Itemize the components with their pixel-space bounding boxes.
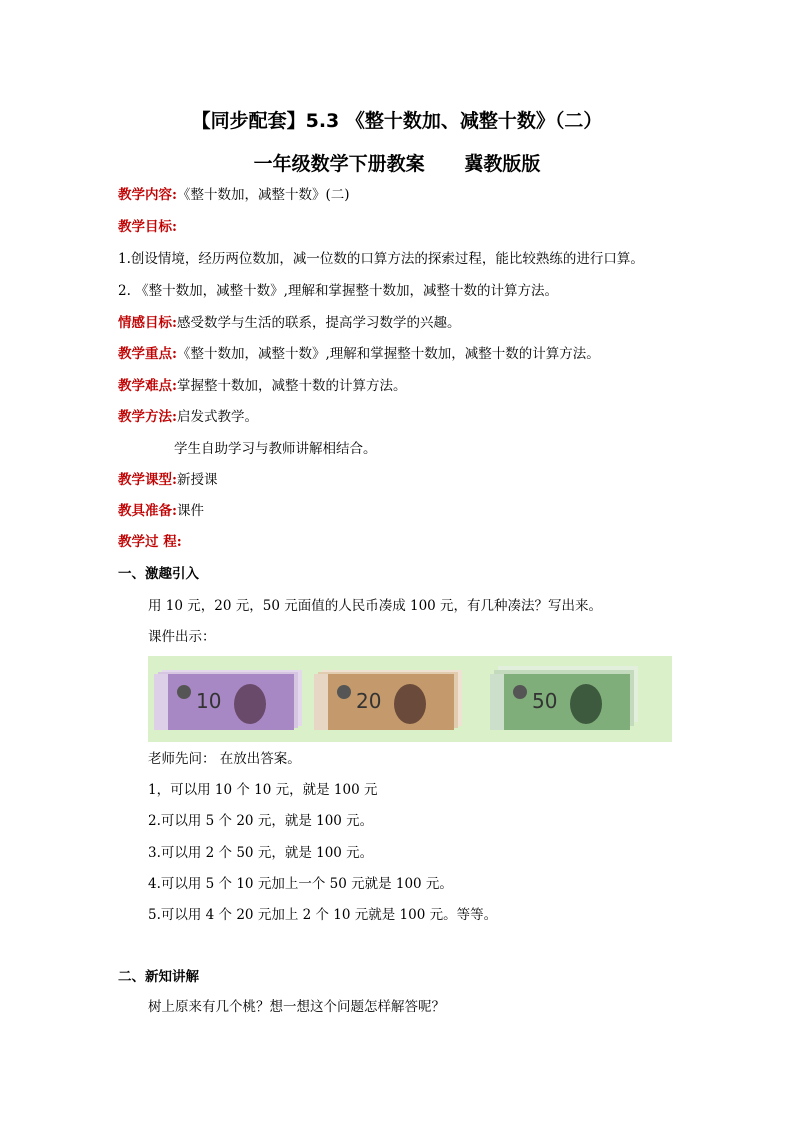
method-value: 启发式教学。 bbox=[176, 409, 258, 425]
section1-heading: 一、激趣引入 bbox=[118, 566, 199, 582]
goals-row bbox=[118, 218, 177, 236]
banknotes-image bbox=[148, 656, 672, 742]
tools-row bbox=[118, 502, 204, 520]
section1-question: 用 10 元，20 元，50 元面值的人民币凑成 100 元，有几种凑法？写出来。 bbox=[148, 598, 603, 614]
content-label: 教学内容: bbox=[118, 187, 177, 203]
document-subtitle: 一年级数学下册教案 冀教版版 bbox=[253, 153, 541, 175]
note-body bbox=[490, 674, 630, 730]
tools-label: 教具准备: bbox=[118, 503, 177, 519]
note-body bbox=[314, 674, 454, 730]
difficulty-label: 教学难点: bbox=[118, 378, 177, 394]
section2-heading: 二、新知讲解 bbox=[118, 969, 199, 985]
method-row bbox=[118, 408, 258, 426]
key-point-row bbox=[118, 345, 600, 363]
lesson-type-row bbox=[118, 471, 217, 489]
lesson-type-label: 教学课型: bbox=[118, 472, 177, 488]
note-value: 10 bbox=[196, 689, 222, 713]
emotion-value: 感受数学与生活的联系，提高学习数学的兴趣。 bbox=[176, 315, 461, 331]
answer-item-3: 3.可以用 2 个 50 元，就是 100 元。 bbox=[148, 845, 374, 861]
document-title: 【同步配套】5.3 《整十数加、减整十数》（二） bbox=[191, 110, 603, 132]
process-row bbox=[118, 533, 182, 551]
answer-item-1: 1，可以用 10 个 10 元，就是 100 元 bbox=[148, 782, 378, 798]
answer-item-5: 5.可以用 4 个 20 元加上 2 个 10 元就是 100 元。等等。 bbox=[148, 907, 498, 923]
method-label: 教学方法: bbox=[118, 409, 177, 425]
note-value: 50 bbox=[532, 689, 558, 713]
note-body bbox=[154, 674, 294, 730]
emotion-row bbox=[118, 314, 460, 332]
key-point-value: 《整十数加，减整十数》,理解和掌握整十数加，减整十数的计算方法。 bbox=[176, 346, 600, 362]
banknote-50 bbox=[490, 666, 640, 730]
banknote-20 bbox=[314, 666, 464, 730]
method-value-2: 学生自助学习与教师讲解相结合。 bbox=[174, 441, 377, 457]
goals-label: 教学目标: bbox=[118, 219, 177, 235]
difficulty-value: 掌握整十数加，减整十数的计算方法。 bbox=[176, 378, 407, 394]
teacher-prompt: 老师先问： 在放出答案。 bbox=[148, 751, 301, 767]
content-row bbox=[118, 186, 350, 204]
goal-item-1: 1.创设情境，经历两位数加，减一位数的口算方法的探索过程，能比较熟练的进行口算。 bbox=[118, 251, 644, 267]
goal-item-2: 2. 《整十数加，减整十数》,理解和掌握整十数加，减整十数的计算方法。 bbox=[118, 283, 558, 299]
difficulty-row bbox=[118, 377, 406, 395]
courseware-label: 课件出示： bbox=[148, 629, 216, 645]
key-point-label: 教学重点: bbox=[118, 346, 177, 362]
answer-item-4: 4.可以用 5 个 10 元加上一个 50 元就是 100 元。 bbox=[148, 876, 453, 892]
process-label: 教学过 程: bbox=[118, 534, 182, 550]
note-value: 20 bbox=[356, 689, 382, 713]
lesson-type-value: 新授课 bbox=[176, 472, 218, 488]
answer-item-2: 2.可以用 5 个 20 元，就是 100 元。 bbox=[148, 813, 374, 829]
tools-value: 课件 bbox=[176, 503, 204, 519]
section2-question: 树上原来有几个桃？想一想这个问题怎样解答呢？ bbox=[148, 999, 445, 1015]
emotion-label: 情感目标: bbox=[118, 315, 177, 331]
content-value: 《整十数加，减整十数》(二) bbox=[176, 187, 350, 203]
banknote-10 bbox=[154, 666, 304, 730]
